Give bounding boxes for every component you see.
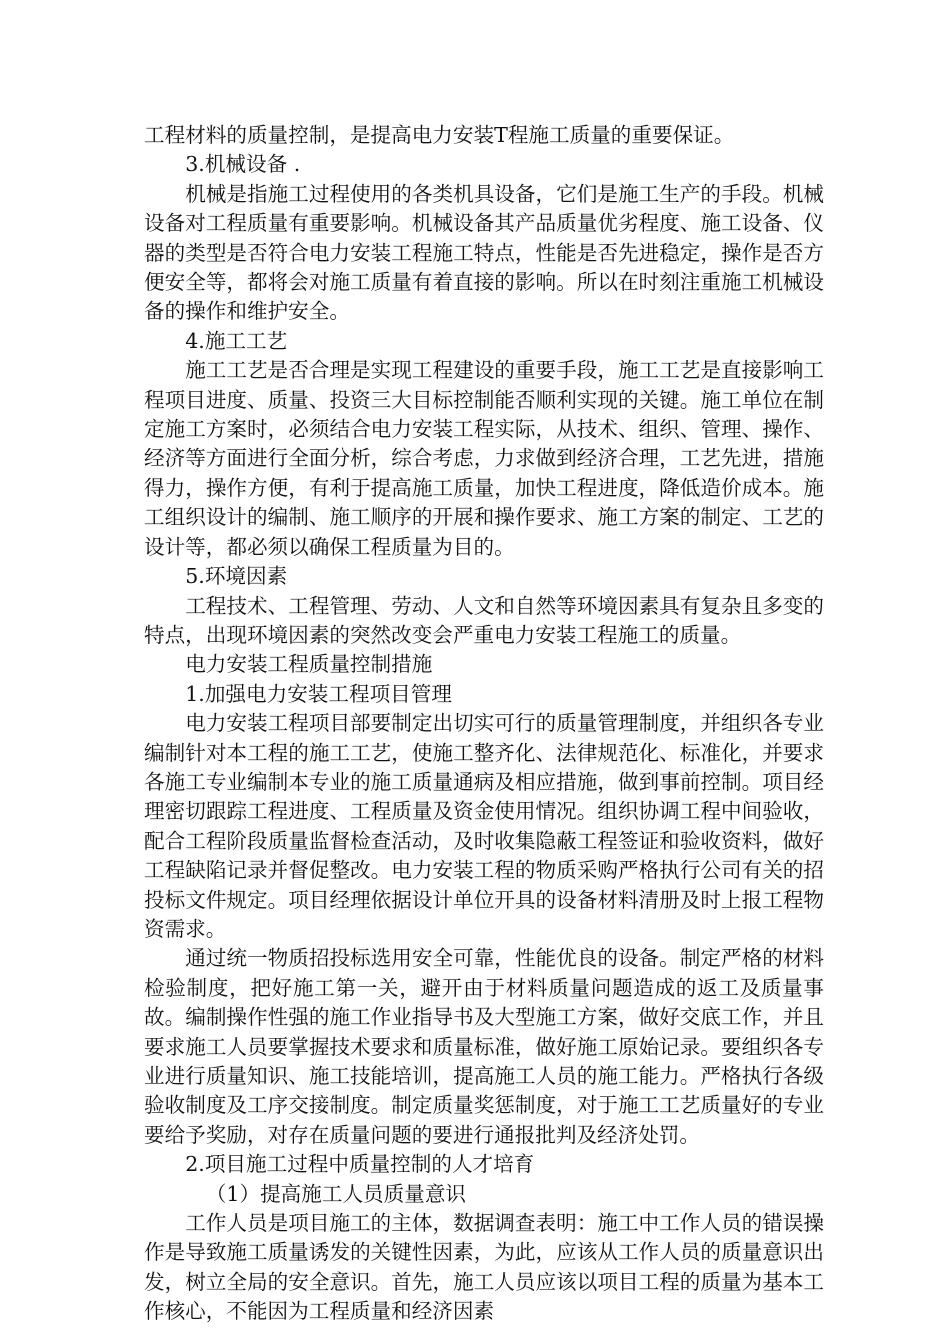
section-heading-measures: 电力安装工程质量控制措施	[185, 652, 433, 677]
paragraph-process: 施工工艺是否合理是实现工程建设的重要手段，施工工艺是直接影响工程项目进度、质量、投资三大目标控制能否顺利实现的关键。施工单位在制定施工方案时，必须结合电力安装工程实际，从技术、组织、管理、操作、经济等方面进行全面分析，综合考虑，力求做到经济合理，工艺先进，措施得力，操作方便，有利于提高施工质量，加快工程进度，降低造价成本。施工组织设计的编制、施工顺序的开展和操作要求、施工方案的制定、工艺的设计等，都必须以确保工程质量为目的。	[144, 358, 824, 559]
paragraph-project-management: 电力安装工程项目部要制定出切实可行的质量管理制度，并组织各专业编制针对本工程的施工工艺，使施工整齐化、法律规范化、标准化，并要求各施工专业编制本专业的施工质量通病及相应措施，做到事前控制。项目经理密切跟踪工程进度、工程质量及资金使用情况。组织协调工程中间验收，配合工程阶段质量监督检查活动，及时收集隐蔽工程签证和验收资料，做好工程缺陷记录并督促整改。电力安装工程的物质采购严格执行公司有关的招投标文件规定。项目经理依据设计单位开具的设备材料清册及时上报工程物资需求。	[144, 711, 824, 941]
document-body	[144, 121, 824, 1327]
heading-talent: 2.项目施工过程中质量控制的人才培育	[185, 1152, 535, 1177]
paragraph-machinery: 机械是指施工过程使用的各类机具设备，它们是施工生产的手段。机械设备对工程质量有重要影响。机械设备其产品质量优劣程度、施工设备、仪器的类型是否符合电力安装工程施工特点，性能是否先进稳定，操作是否方便安全等，都将会对施工质量有着直接的影响。所以在时刻注重施工机械设备的操作和维护安全。	[144, 181, 824, 324]
paragraph-environment: 工程技术、工程管理、劳动、人文和自然等环境因素具有复杂且多变的特点，出现环境因素的突然改变会严重电力安装工程施工的质量。	[144, 593, 824, 647]
paragraph-procurement: 通过统一物质招投标选用安全可靠，性能优良的设备。制定严格的材料检验制度，把好施工第一关，避开由于材料质量问题造成的返工及质量事故。编制操作性强的施工作业指导书及大型施工方案，做好交底工作，并且要求施工人员要掌握技术要求和质量标准，做好施工原始记录。要组织各专业进行质量知识、施工技能培训，提高施工人员的施工能力。严格执行各级验收制度及工序交接制度。制定质量奖惩制度，对于施工工艺质量好的专业要给予奖励，对存在质量问题的要进行通报批判及经济处罚。	[144, 946, 824, 1147]
heading-machinery: 3.机械设备 .	[185, 152, 301, 177]
paragraph-quality-awareness: 工作人员是项目施工的主体，数据调查表明：施工中工作人员的错误操作是导致施工质量诱发的关键性因素，为此，应该从工作人员的质量意识出发，树立全局的安全意识。首先，施工人员应该以项目工程的质量为基本工作核心，不能因为工程质量和经济因素	[144, 1211, 824, 1324]
heading-process: 4.施工工艺	[185, 328, 288, 353]
subheading-quality-awareness: （1）提高施工人员质量意识	[205, 1181, 467, 1206]
paragraph-continuation: 工程材料的质量控制，是提高电力安装T程施工质量的重要保证。	[144, 123, 735, 147]
heading-environment: 5.环境因素	[185, 564, 288, 589]
heading-project-management: 1.加强电力安装工程项目管理	[185, 681, 452, 706]
